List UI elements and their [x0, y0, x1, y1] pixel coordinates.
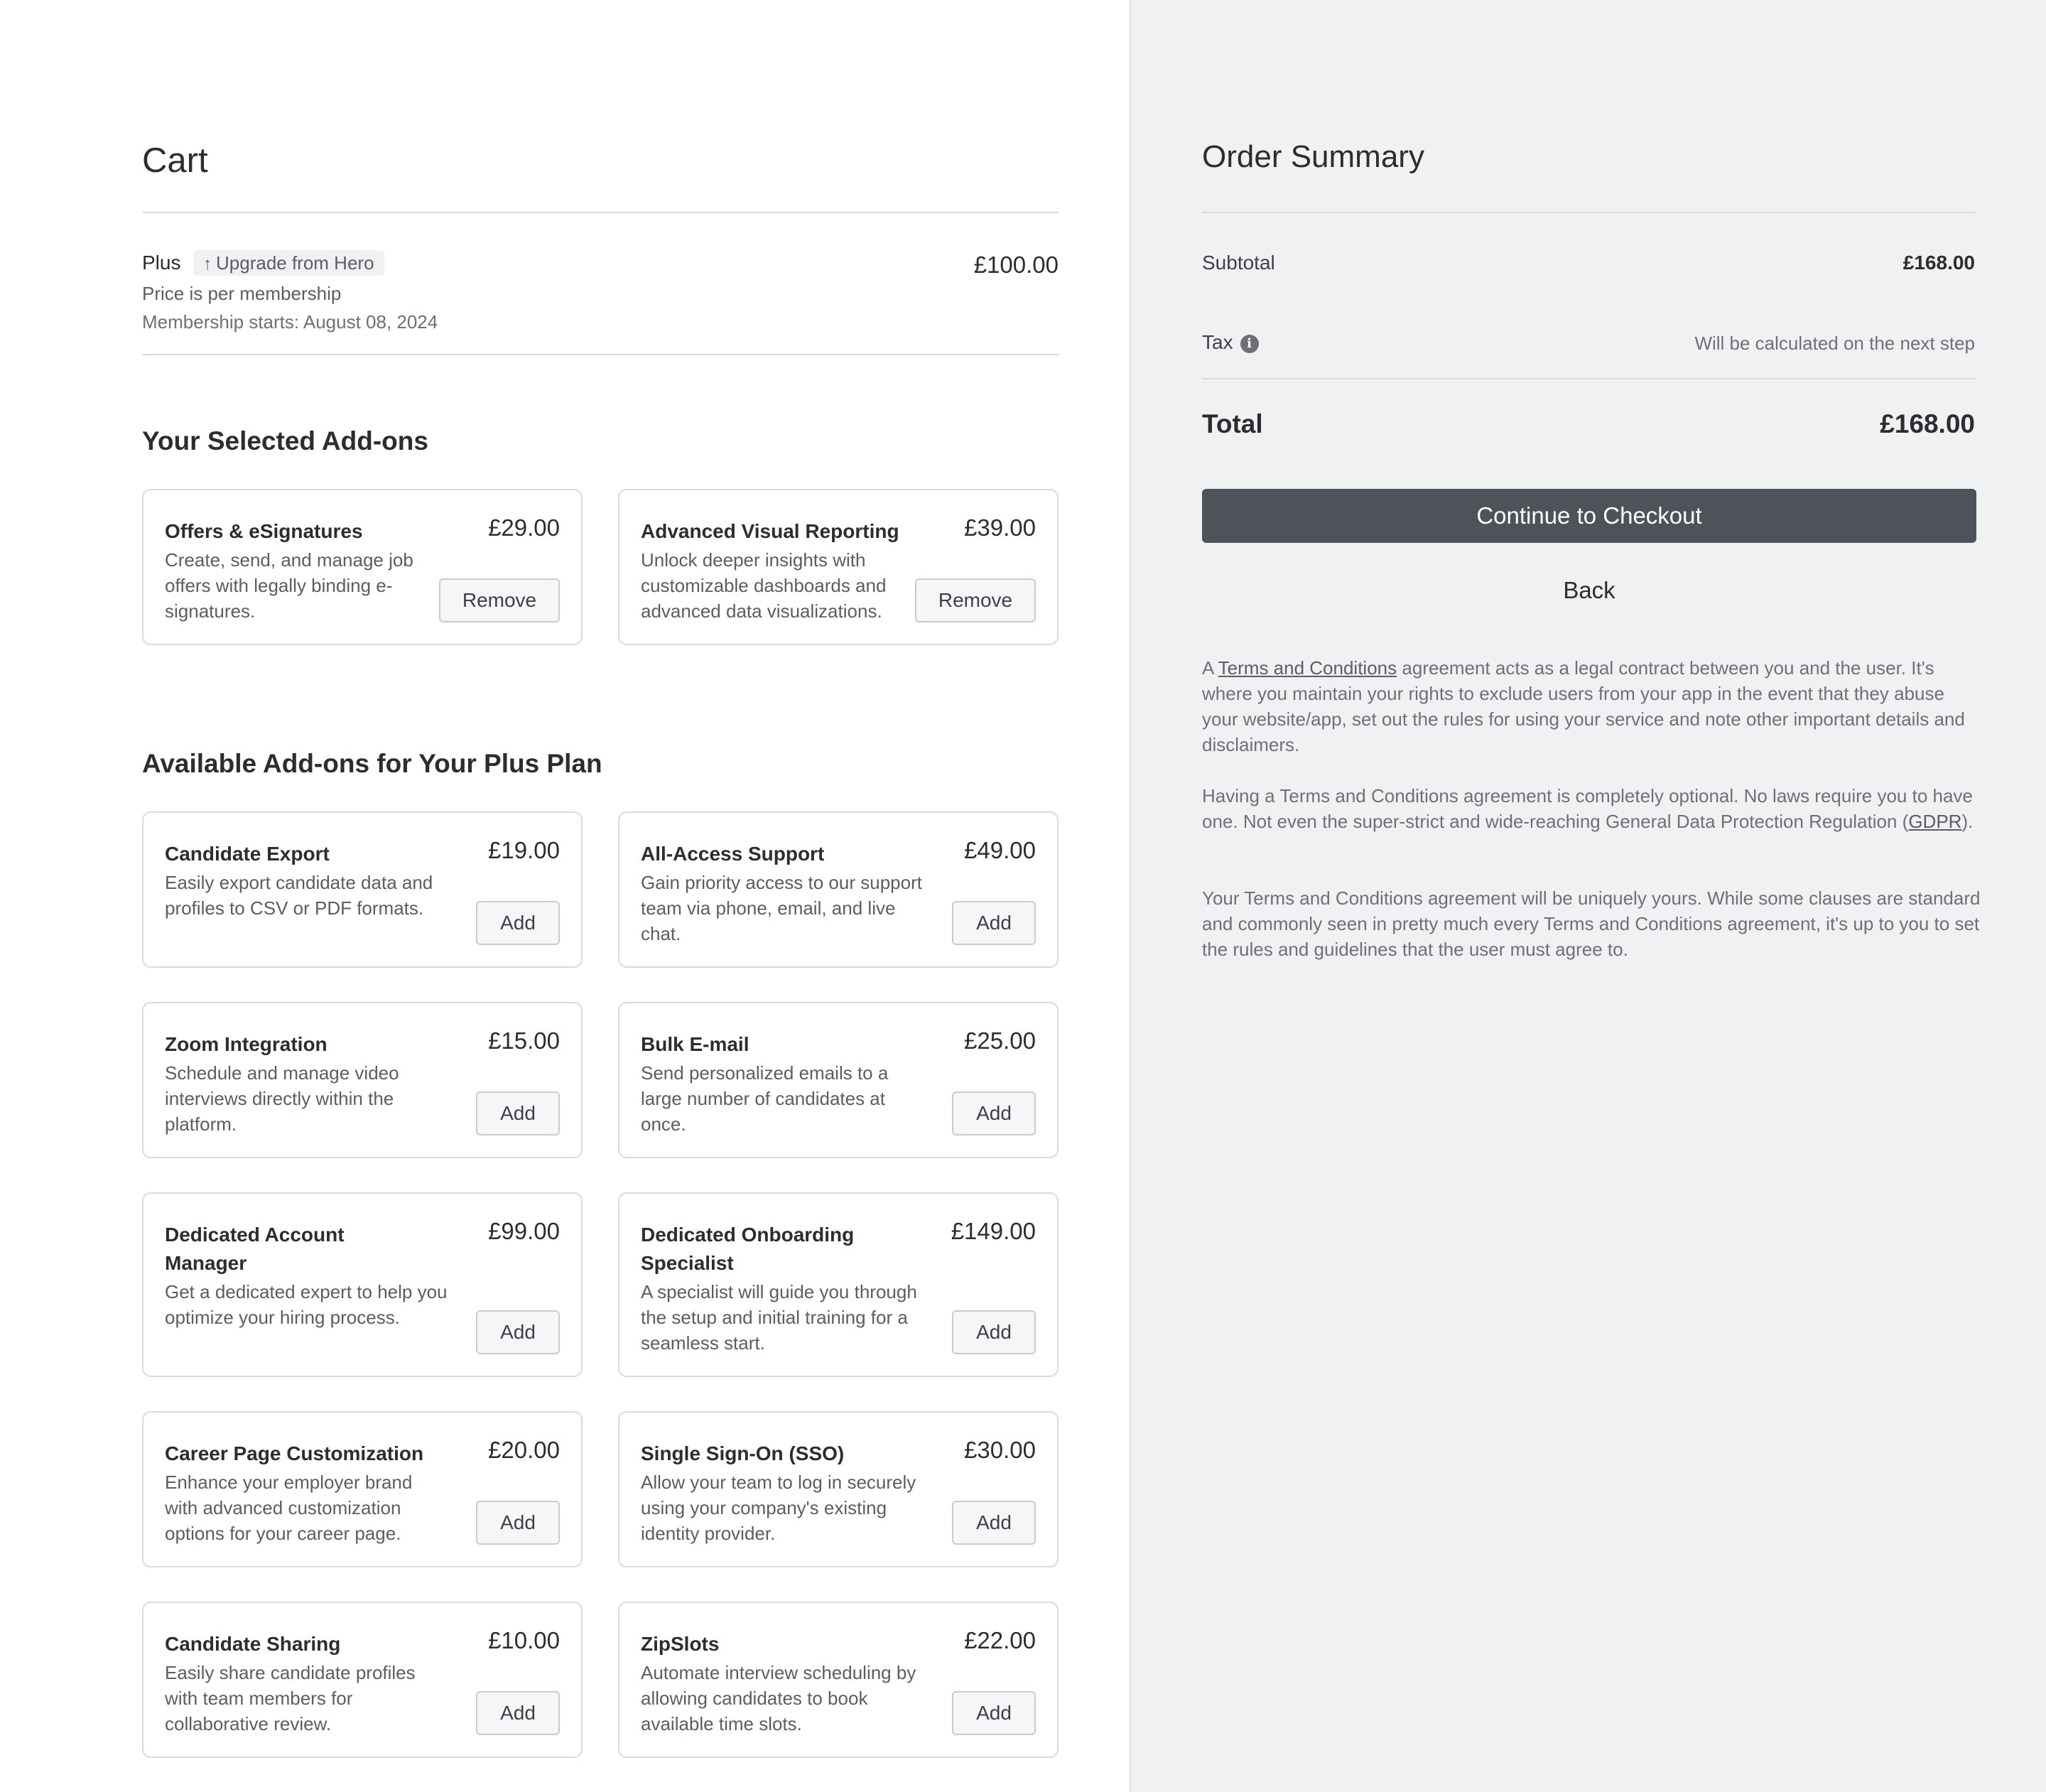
add-addon-button[interactable]: Add — [952, 1091, 1036, 1135]
upgrade-badge — [193, 250, 384, 276]
addon-price: £15.00 — [488, 1027, 560, 1054]
addon-card — [618, 1411, 1059, 1567]
available-addons-title: Available Add-ons for Your Plus Plan — [142, 749, 602, 778]
addon-price: £19.00 — [488, 837, 560, 863]
terms-text: agreement acts as a legal contract between you and the user. It's where you maintain your rights to exclude users from your app in the event that they abuse your website/app, set out the rules for using your service and note other important details and disclaimers. — [1202, 657, 1965, 755]
terms-text: Having a Terms and Conditions agreement is completely optional. No laws require you to have one. Not even the super-strict and wide-reaching General Data Protection Regulation ( — [1202, 785, 1973, 832]
order-summary-panel — [1130, 0, 2046, 1792]
addon-description: A specialist will guide you through the setup and initial training for a seamless start. — [641, 1281, 917, 1354]
addon-description: Unlock deeper insights with customizable dashboards and advanced data visualizations. — [641, 549, 887, 622]
tax-row — [1202, 331, 1259, 354]
terms-and-conditions-link[interactable]: Terms and Conditions — [1218, 657, 1397, 679]
back-link[interactable]: Back — [1563, 577, 1615, 603]
info-icon[interactable]: i — [1240, 335, 1259, 353]
add-addon-button[interactable]: Add — [952, 1501, 1036, 1545]
addon-price: £22.00 — [964, 1627, 1036, 1653]
plan-price-note: Price is per membership — [142, 283, 342, 304]
add-addon-button[interactable]: Add — [476, 1501, 560, 1545]
addon-price: £149.00 — [951, 1218, 1036, 1244]
addon-price: £29.00 — [488, 514, 560, 541]
add-addon-button[interactable]: Add — [476, 1091, 560, 1135]
terms-paragraph: Your Terms and Conditions agreement will be uniquely yours. While some clauses are standard and commonly seen in pretty much every Terms and Conditions agreement, it's up to you to set the rules and guidelines that the user must agree to. — [1202, 887, 1981, 960]
addon-price: £10.00 — [488, 1627, 560, 1653]
continue-to-checkout-button[interactable]: Continue to Checkout — [1202, 489, 1976, 543]
plan-name: Plus — [142, 252, 181, 274]
add-addon-button[interactable]: Add — [476, 901, 560, 945]
addon-description: Gain priority access to our support team via phone, email, and live chat. — [641, 872, 922, 944]
addon-name: All-Access Support — [641, 843, 825, 865]
remove-addon-button[interactable]: Remove — [439, 578, 560, 622]
divider — [1202, 378, 1976, 379]
addon-description: Get a dedicated expert to help you optimize your hiring process. — [165, 1281, 448, 1328]
subtotal-label: Subtotal — [1202, 252, 1275, 274]
total-value: £168.00 — [1880, 409, 1975, 438]
upgrade-badge-label: Upgrade from Hero — [216, 252, 374, 274]
addon-name: Offers & eSignatures — [165, 520, 363, 542]
addon-description: Automate interview scheduling by allowing candidates to book available time slots. — [641, 1662, 916, 1734]
addon-card — [618, 1192, 1059, 1377]
addon-description: Easily export candidate data and profiles to CSV or PDF formats. — [165, 872, 433, 919]
addon-card — [142, 1602, 583, 1758]
terms-text: ). — [1961, 811, 1974, 832]
addon-card — [142, 1002, 583, 1158]
addon-name: Dedicated Account Manager — [165, 1224, 345, 1274]
tax-value: Will be calculated on the next step — [1694, 333, 1975, 354]
tax-label: Tax — [1202, 331, 1233, 353]
divider — [142, 212, 1059, 213]
addon-description: Enhance your employer brand with advanced customization options for your career page. — [165, 1472, 413, 1544]
plan-row — [142, 247, 1059, 354]
addon-card — [142, 1411, 583, 1567]
total-label: Total — [1202, 409, 1263, 438]
addon-description: Schedule and manage video interviews directly within the platform. — [165, 1062, 399, 1135]
divider — [1202, 212, 1976, 213]
addon-price: £30.00 — [964, 1437, 1036, 1463]
addon-name: Candidate Export — [165, 843, 330, 865]
addon-name: Zoom Integration — [165, 1033, 328, 1055]
addon-price: £99.00 — [488, 1218, 560, 1244]
add-addon-button[interactable]: Add — [952, 1310, 1036, 1354]
terms-paragraph — [1202, 655, 1983, 757]
addon-card — [618, 811, 1059, 968]
addon-card — [142, 1192, 583, 1377]
addon-name: Dedicated Onboarding Specialist — [641, 1224, 855, 1274]
add-addon-button[interactable]: Add — [476, 1691, 560, 1735]
addon-description: Easily share candidate profiles with team members for collaborative review. — [165, 1662, 416, 1734]
addon-name: Candidate Sharing — [165, 1633, 341, 1655]
order-summary-title: Order Summary — [1202, 139, 1424, 174]
addon-card — [618, 1002, 1059, 1158]
addon-price: £20.00 — [488, 1437, 560, 1463]
addon-card — [618, 489, 1059, 645]
addon-name: Advanced Visual Reporting — [641, 520, 899, 542]
addon-description: Create, send, and manage job offers with legally binding e-signatures. — [165, 549, 413, 622]
addon-name: Career Page Customization — [165, 1442, 424, 1464]
addon-price: £39.00 — [964, 514, 1036, 541]
plan-price: £100.00 — [973, 252, 1059, 278]
divider — [142, 354, 1059, 355]
page-title: Cart — [142, 141, 208, 180]
addon-name: Single Sign-On (SSO) — [641, 1442, 845, 1464]
gdpr-link[interactable]: GDPR — [1908, 811, 1962, 832]
addon-card — [142, 811, 583, 968]
addon-card — [618, 1602, 1059, 1758]
addon-card — [142, 489, 583, 645]
membership-start: Membership starts: August 08, 2024 — [142, 311, 438, 333]
add-addon-button[interactable]: Add — [952, 901, 1036, 945]
add-addon-button[interactable]: Add — [952, 1691, 1036, 1735]
add-addon-button[interactable]: Add — [476, 1310, 560, 1354]
arrow-up-icon: ↑ — [203, 254, 212, 274]
addon-price: £25.00 — [964, 1027, 1036, 1054]
addon-name: Bulk E-mail — [641, 1033, 749, 1055]
addon-description: Allow your team to log in securely using your company's existing identity provider. — [641, 1472, 916, 1544]
terms-paragraph — [1202, 783, 1983, 834]
remove-addon-button[interactable]: Remove — [915, 578, 1036, 622]
addon-description: Send personalized emails to a large number of candidates at once. — [641, 1062, 889, 1135]
addon-name: ZipSlots — [641, 1633, 720, 1655]
subtotal-value: £168.00 — [1902, 252, 1975, 274]
selected-addons-title: Your Selected Add-ons — [142, 426, 428, 455]
terms-text: A — [1202, 657, 1218, 679]
addon-price: £49.00 — [964, 837, 1036, 863]
